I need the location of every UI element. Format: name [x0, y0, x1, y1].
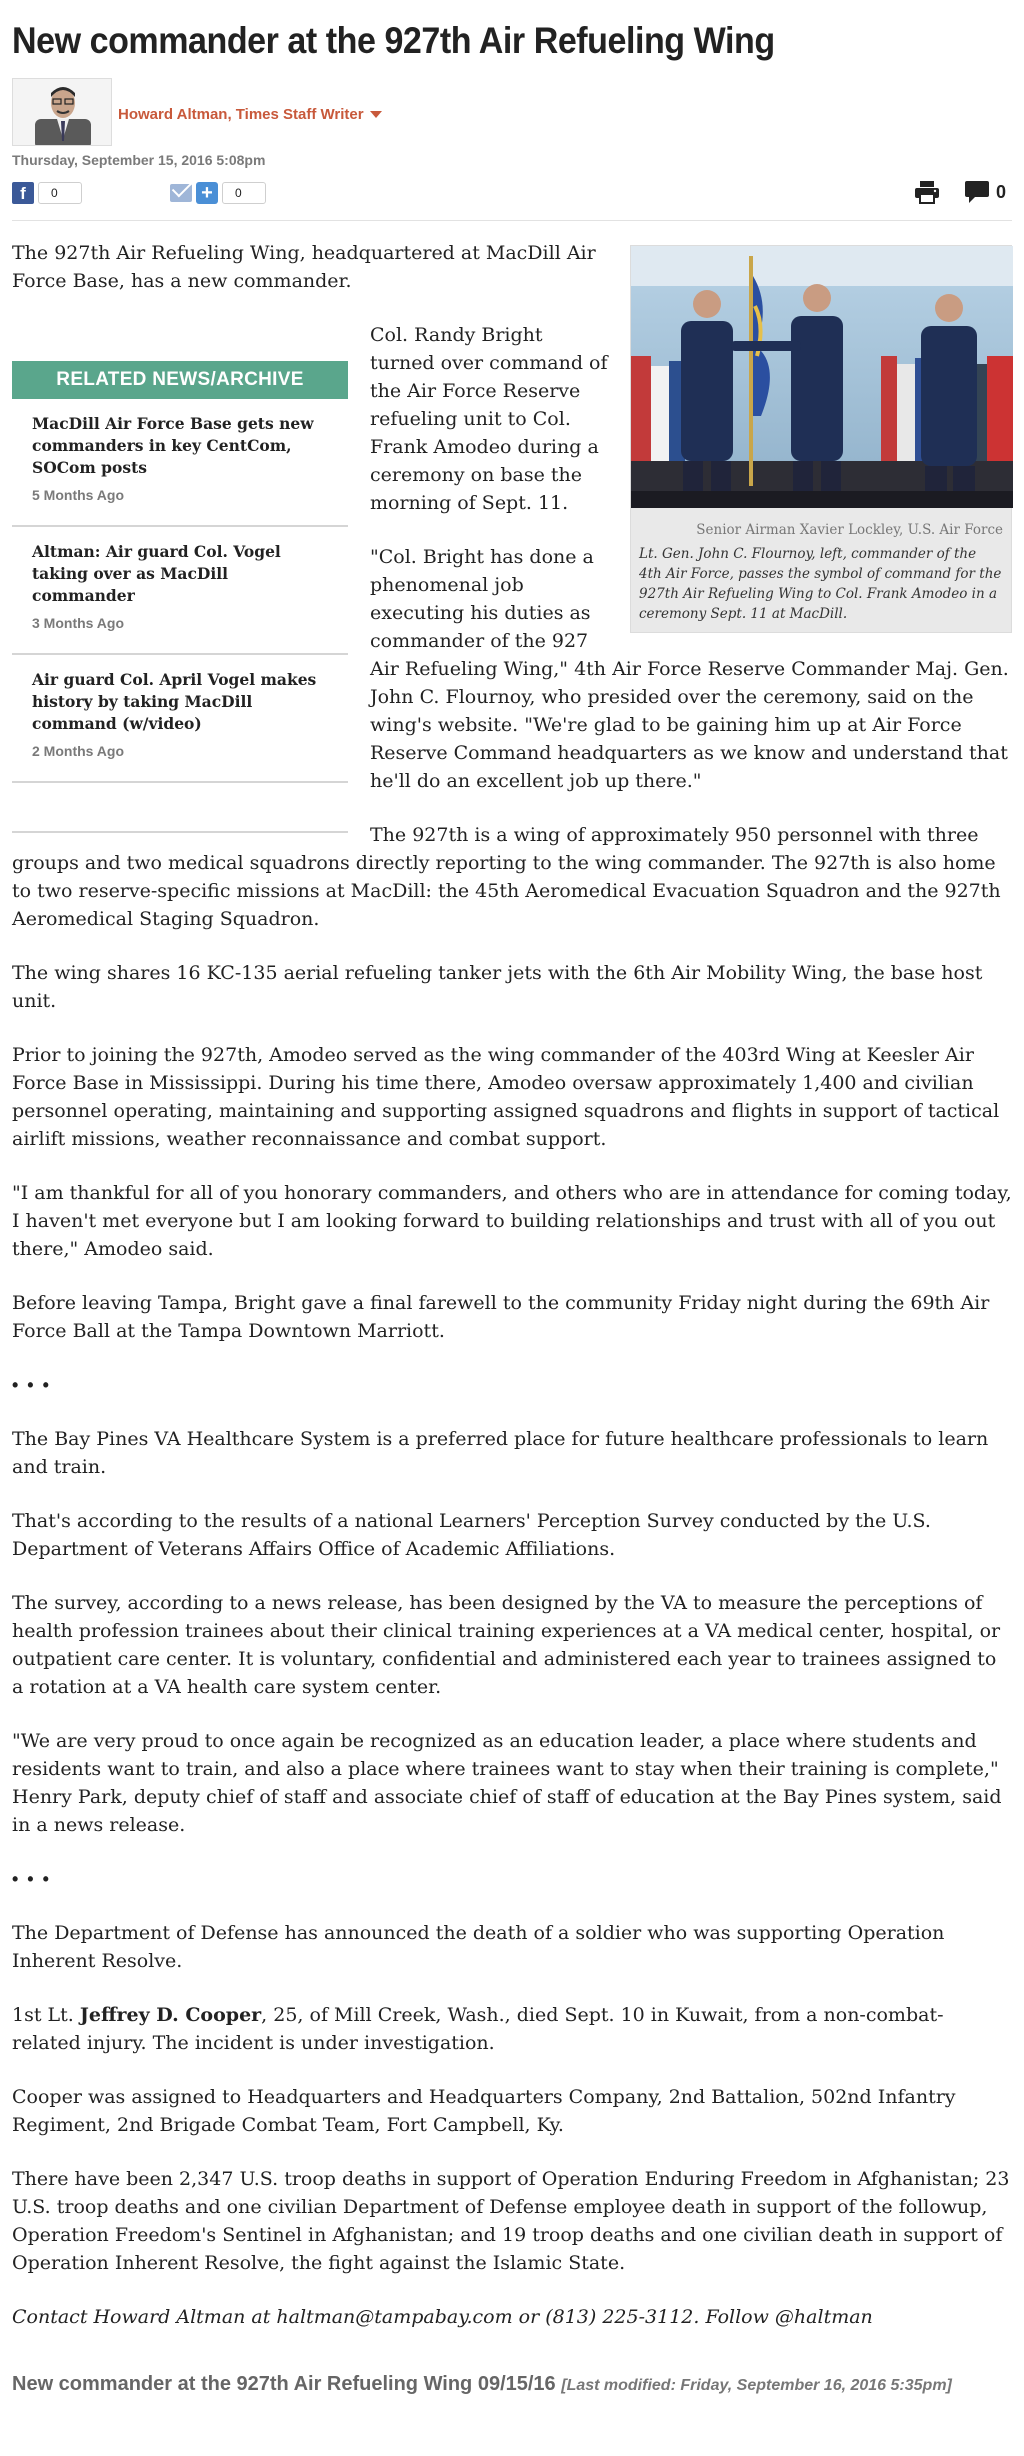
email-icon[interactable]	[170, 184, 192, 202]
print-icon[interactable]	[914, 180, 940, 204]
related-item-time: 2 Months Ago	[32, 743, 125, 759]
article-paragraph: "Col. Bright has done a phenomenal job executing his duties as commander of the 927 Air Refueling Wing," 4th Air Force Reserve Commander Maj. Gen. John C. Flournoy, who presided over the ceremony, said on the wing's website. "We're glad to be gaining him up at Air Force Reserve Command headquarters as we know and understand that he'll do an excellent job up there."	[370, 546, 1009, 792]
share-count: 0	[222, 182, 266, 204]
article-paragraph: That's according to the results of a national Learners' Perception Survey conducted by the U.S. Department of Veterans Affairs Office of Academic Affiliations.	[12, 1510, 931, 1560]
related-item-time: 3 Months Ago	[32, 615, 125, 631]
article-paragraph: The 927th is a wing of approximately 950 personnel with three groups and two medical squadrons directly reporting to the wing commander. The 927th is also home to two reserve-specific missions at MacDill: the 45th Aeromedical Evacuation Squadron and the 927th Aeromedical Staging Squadron.	[12, 824, 1001, 930]
headline: New commander at the 927th Air Refueling Wing	[12, 20, 775, 61]
article-paragraph: The wing shares 16 KC-135 aerial refueling tanker jets with the 6th Air Mobility Wing, the base host unit.	[12, 962, 983, 1012]
article-paragraph: The survey, according to a news release, has been designed by the VA to measure the perceptions of health profession trainees about their clinical training experiences at a VA medical center, hospital, or outpatient care center. It is voluntary, confidential and administered each year to trainees assigned to a rotation at a VA health care system center.	[12, 1592, 1001, 1698]
related-item[interactable]	[12, 399, 348, 527]
article-paragraph: Cooper was assigned to Headquarters and Headquarters Company, 2nd Battalion, 502nd Infantry Regiment, 2nd Brigade Combat Team, Fort Campbell, Ky.	[12, 2086, 956, 2136]
related-item-title[interactable]: Altman: Air guard Col. Vogel taking over as MacDill commander	[32, 542, 281, 605]
author-photo	[12, 78, 112, 146]
header-divider	[12, 220, 1012, 221]
article-footer	[12, 2357, 1012, 2416]
related-item[interactable]	[12, 527, 348, 655]
author-name[interactable]: Howard Altman, Times Staff Writer	[118, 105, 364, 123]
share-bar	[12, 180, 1012, 206]
related-news-box	[12, 361, 348, 833]
rank-text: 1st Lt.	[12, 2004, 80, 2026]
comment-count[interactable]: 0	[995, 181, 1006, 202]
article-paragraph	[12, 2001, 1012, 2057]
related-item[interactable]	[12, 655, 348, 783]
related-item-title[interactable]: Air guard Col. April Vogel makes history by taking MacDill command (w/video)	[32, 670, 317, 733]
article-paragraph: The Department of Defense has announced the death of a soldier who was supporting Operation Inherent Resolve.	[12, 1922, 945, 1972]
article-paragraph: "We are very proud to once again be recognized as an education leader, a place where students and residents want to train, and also a place where trainees want to stay when their training is complete," Henry Park, deputy chief of staff and associate chief of staff of education at the Bay Pines system, said in a news release.	[12, 1730, 1002, 1836]
article-paragraph: Before leaving Tampa, Bright gave a final farewell to the community Friday night during the 69th Air Force Ball at the Tampa Downtown Marriott.	[12, 1292, 990, 1342]
related-item-title[interactable]: MacDill Air Force Base gets new commanders in key CentCom, SOCom posts	[32, 414, 314, 477]
article-paragraph: Col. Randy Bright turned over command of the Air Force Reserve refueling unit to Col. Frank Amodeo during a ceremony on base the morning of Sept. 11.	[370, 324, 608, 514]
last-modified: [Last modified: Friday, September 16, 2016 5:35pm]	[561, 2377, 952, 2394]
article-paragraph: "I am thankful for all of you honorary commanders, and others who are in attendance for coming today, I haven't met everyone but I am looking forward to building relationships and trust with all of you out there," Amodeo said.	[12, 1182, 1012, 1260]
article-body	[12, 239, 1012, 2331]
ceremony-photo-image	[631, 246, 1013, 508]
author-link[interactable]	[118, 106, 382, 123]
facebook-share-count: 0	[38, 182, 82, 204]
ceremony-photo[interactable]	[631, 246, 1013, 508]
photo-figure	[630, 245, 1012, 633]
author-contact: Contact Howard Altman at haltman@tampabay.com or (813) 225-3112. Follow @haltman	[12, 2306, 873, 2328]
caret-down-icon[interactable]	[370, 111, 382, 118]
plus-share-icon[interactable]: +	[196, 182, 218, 204]
related-item-time: 5 Months Ago	[32, 487, 125, 503]
soldier-name: Jeffrey D. Cooper	[79, 2004, 262, 2026]
related-news-header: RELATED NEWS/ARCHIVE	[12, 361, 348, 399]
comment-icon[interactable]	[964, 180, 990, 204]
article-paragraph: The Bay Pines VA Healthcare System is a preferred place for future healthcare professionals to learn and train.	[12, 1428, 989, 1478]
section-separator: • • •	[12, 1869, 51, 1889]
photo-caption: Lt. Gen. John C. Flournoy, left, commander of the 4th Air Force, passes the symbol of command for the 927th Air Refueling Wing to Col. Frank Amodeo in a ceremony Sept. 11 at MacDill.	[639, 546, 1002, 622]
article-paragraph: The 927th Air Refueling Wing, headquartered at MacDill Air Force Base, has a new commander.	[12, 242, 596, 292]
facebook-icon[interactable]: f	[12, 182, 34, 204]
comments-link[interactable]	[964, 180, 1006, 204]
photo-credit: Senior Airman Xavier Lockley, U.S. Air Force	[696, 522, 1003, 538]
paragraph-text: , 25, of Mill Creek, Wash., died Sept. 10 in Kuwait, from a non-combat-related injury. The incident is under investigation.	[12, 2004, 944, 2054]
article-paragraph: Prior to joining the 927th, Amodeo served as the wing commander of the 403rd Wing at Keesler Air Force Base in Mississippi. During his time there, Amodeo oversaw approximately 1,400 and civilian personnel operating, maintaining and supporting assigned squadrons and flights in support of tactical airlift missions, weather reconnaissance and combat support.	[12, 1044, 1000, 1150]
section-separator: • • •	[12, 1375, 51, 1395]
publish-date: Thursday, September 15, 2016 5:08pm	[12, 152, 266, 168]
related-news-divider	[12, 783, 348, 833]
byline	[12, 78, 1012, 146]
author-photo-image	[13, 79, 112, 146]
footer-title: New commander at the 927th Air Refueling Wing 09/15/16	[12, 2373, 556, 2395]
article-paragraph: There have been 2,347 U.S. troop deaths in support of Operation Enduring Freedom in Afghanistan; 23 U.S. troop deaths and one civilian Department of Defense employee death in support of the followup, Operation Freedom's Sentinel in Afghanistan; and 19 troop deaths and one civilian death in support of Operation Inherent Resolve, the fight against the Islamic State.	[12, 2168, 1010, 2274]
